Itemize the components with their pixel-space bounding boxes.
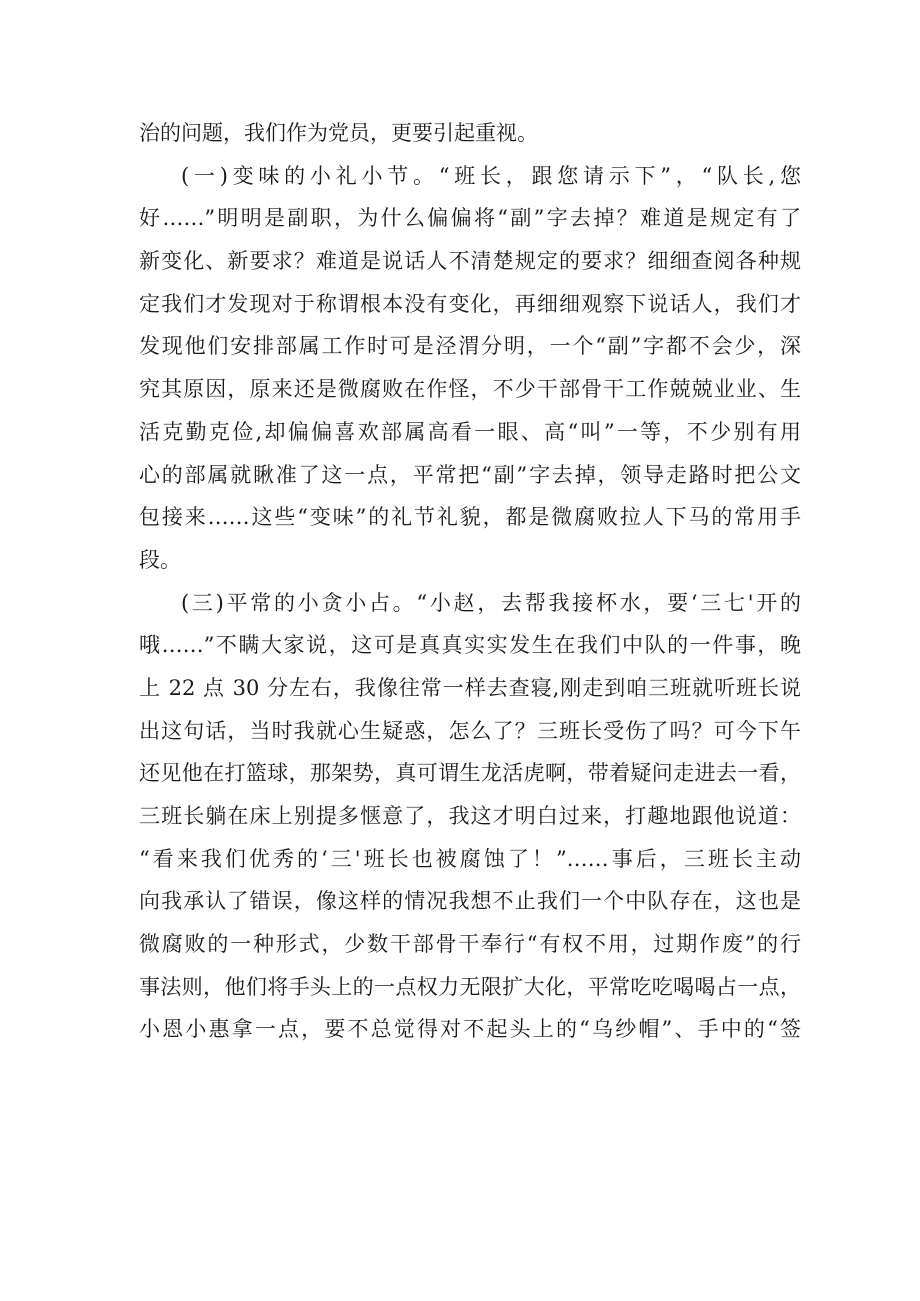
paragraph-line: (一)变味的小礼小节。“班长，跟您请示下”，“队长,您	[181, 163, 801, 188]
document-body	[139, 112, 801, 1051]
paragraph-line: 发现他们安排部属工作时可是泾渭分明，一个“副”字都不会少，深	[139, 334, 801, 359]
paragraph-line: 事法则，他们将手头上的一点权力无限扩大化，平常吃吃喝喝占一点，	[139, 974, 801, 999]
paragraph-line: 活克勤克俭,却偏偏喜欢部属高看一眼、高“叫”一等，不少别有用	[139, 419, 801, 444]
paragraph-line: (三)平常的小贪小占。“小赵，去帮我接杯水，要‘三七'开的	[181, 590, 801, 615]
paragraph-line: “看来我们优秀的‘三'班长也被腐蚀了！”……事后，三班长主动	[139, 846, 801, 871]
paragraph-line: 微腐败的一种形式，少数干部骨干奉行“有权不用，过期作废”的行	[139, 932, 801, 957]
paragraph-line: 上 22 点 30 分左右，我像往常一样去查寝,刚走到咱三班就听班长说	[139, 675, 801, 700]
paragraph-line: 新变化、新要求？难道是说话人不清楚规定的要求？细细查阅各种规	[139, 249, 801, 274]
paragraph-line: 三班长躺在床上别提多惬意了，我这才明白过来，打趣地跟他说道：	[139, 804, 801, 828]
paragraph-line: 向我承认了错误，像这样的情况我想不止我们一个中队存在，这也是	[139, 889, 801, 914]
paragraph-line: 好……”明明是副职，为什么偏偏将“副”字去掉？难道是规定有了	[139, 206, 801, 231]
paragraph-line: 包接来……这些“变味”的礼节礼貌，都是微腐败拉人下马的常用手	[139, 505, 801, 530]
paragraph-line: 段。	[139, 547, 181, 572]
paragraph-line: 出这句话，当时我就心生疑惑，怎么了？三班长受伤了吗？可今下午	[139, 718, 801, 743]
paragraph-line: 究其原因，原来还是微腐败在作怪，不少干部骨干工作兢兢业业、生	[139, 377, 801, 402]
paragraph-line: 心的部属就瞅准了这一点，平常把“副”字去掉，领导走路时把公文	[139, 462, 801, 487]
paragraph-line: 还见他在打篮球，那架势，真可谓生龙活虎啊，带着疑问走进去一看，	[139, 761, 801, 786]
paragraph-line: 小恩小惠拿一点，要不总觉得对不起头上的“乌纱帽”、手中的“签	[139, 1017, 801, 1042]
paragraph-line: 哦……”不瞒大家说，这可是真真实实发生在我们中队的一件事，晚	[139, 633, 801, 658]
paragraph-line: 治的问题，我们作为党员，更要引起重视。	[139, 121, 538, 145]
paragraph-line: 定我们才发现对于称谓根本没有变化，再细细观察下说话人，我们才	[139, 291, 801, 316]
